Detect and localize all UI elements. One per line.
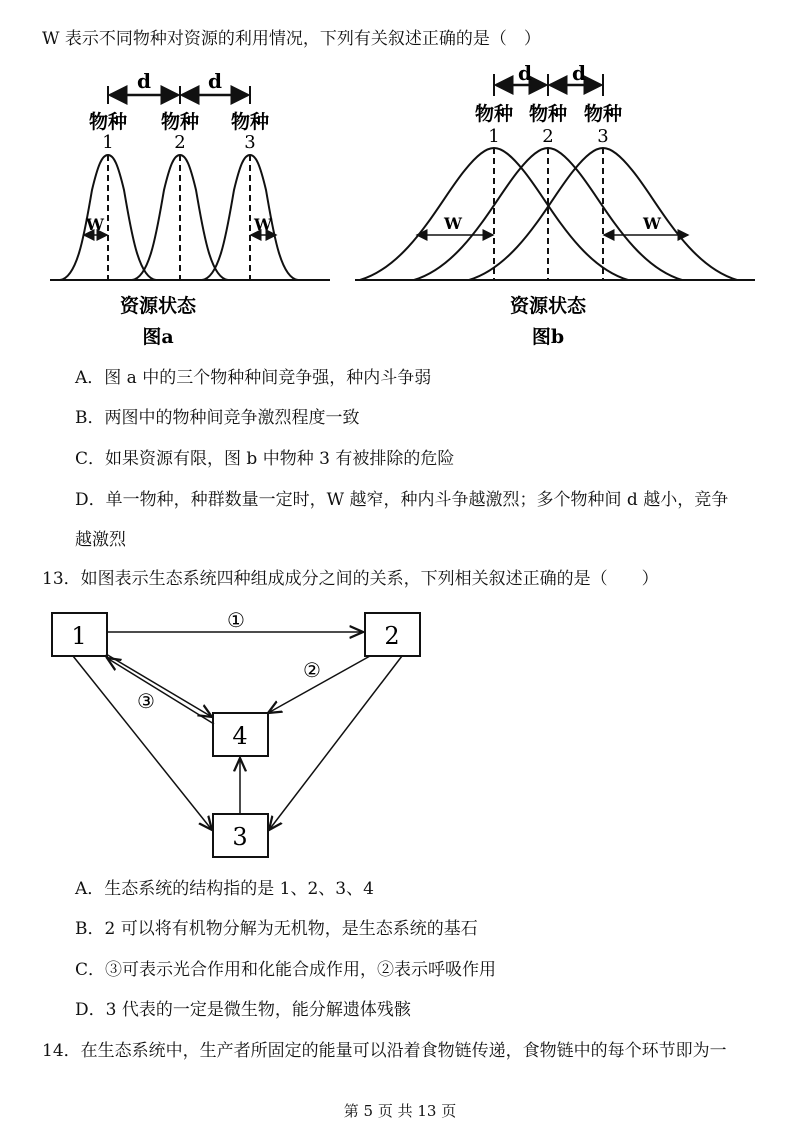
q14-stem: 14．在生态系统中，生产者所固定的能量可以沿着食物链传递，食物链中的每个环节即为一 — [42, 1041, 727, 1061]
species-number-2: 2 — [174, 132, 186, 153]
d-label-2: d — [208, 69, 222, 93]
species-number-b3: 3 — [597, 126, 609, 147]
d-label-1: d — [137, 69, 151, 93]
species-number-3: 3 — [244, 132, 256, 153]
q13-stem: 13．如图表示生态系统四种组成成分之间的关系，下列相关叙述正确的是（ ） — [42, 569, 659, 589]
figure-b — [355, 60, 765, 360]
arrow-4-to-1 — [107, 658, 214, 724]
q12-option-a: A．图 a 中的三个物种种间竞争强，种内斗争弱 — [75, 368, 432, 388]
q12-option-c: C．如果资源有限，图 b 中物种 3 有被排除的危险 — [75, 449, 455, 469]
w-label-left: W — [86, 215, 104, 234]
q13-option-a: A．生态系统的结构指的是 1、2、3、4 — [75, 879, 374, 899]
species-number-1: 1 — [102, 132, 114, 153]
d-arrows-b — [494, 74, 603, 96]
q13-option-c: C．③可表示光合作用和化能合成作用，②表示呼吸作用 — [75, 960, 497, 980]
q13-option-d: D．3 代表的一定是微生物，能分解遗体残骸 — [75, 1000, 411, 1020]
figure-a — [50, 60, 350, 360]
box-4-label: 4 — [232, 722, 248, 750]
arrow-label-3: ③ — [137, 689, 155, 713]
arrow-label-1: ① — [227, 608, 245, 632]
species-label-b1: 物种 — [474, 103, 514, 125]
q13-option-b: B．2 可以将有机物分解为无机物，是生态系统的基石 — [75, 919, 478, 939]
figure-13-diagram — [40, 600, 440, 870]
box-3-label: 3 — [232, 823, 248, 851]
species-label-b2: 物种 — [528, 103, 568, 125]
arrow-label-2: ② — [303, 658, 321, 682]
page-footer: 第 5 页 共 13 页 — [343, 1102, 457, 1120]
species-label-3: 物种 — [230, 111, 270, 133]
box-1-label: 1 — [71, 622, 87, 650]
species-label-1: 物种 — [88, 111, 128, 133]
species-number-b2: 2 — [542, 126, 554, 147]
figure-a-caption: 图a — [142, 326, 174, 348]
w-label-right: W — [254, 215, 272, 234]
q12-stem: W 表示不同物种对资源的利用情况，下列有关叙述正确的是（ ） — [42, 29, 541, 49]
arrow-2-to-3 — [269, 656, 402, 830]
q12-option-d: D．单一物种，种群数量一定时，W 越窄，种内斗争越激烈；多个物种间 d 越小，竞争 — [75, 490, 729, 510]
w-label-b-left: W — [444, 214, 462, 233]
box-2-label: 2 — [384, 622, 400, 650]
species-label-2: 物种 — [160, 111, 200, 133]
x-axis-label: 资源状态 — [119, 295, 197, 317]
q12-option-d-continued: 越激烈 — [75, 530, 126, 550]
d-label-b1: d — [518, 61, 532, 85]
species-number-b1: 1 — [488, 126, 500, 147]
q12-option-b: B．两图中的物种间竞争激烈程度一致 — [75, 408, 360, 428]
d-arrows — [108, 86, 250, 104]
d-label-b2: d — [572, 61, 586, 85]
x-axis-label-b: 资源状态 — [509, 295, 587, 317]
figure-b-caption: 图b — [531, 326, 565, 348]
mean-lines-b — [494, 148, 603, 280]
w-label-b-right: W — [643, 214, 661, 233]
species-label-b3: 物种 — [583, 103, 623, 125]
arrow-1-to-3 — [73, 656, 212, 830]
arrow-1-to-4 — [106, 654, 212, 717]
